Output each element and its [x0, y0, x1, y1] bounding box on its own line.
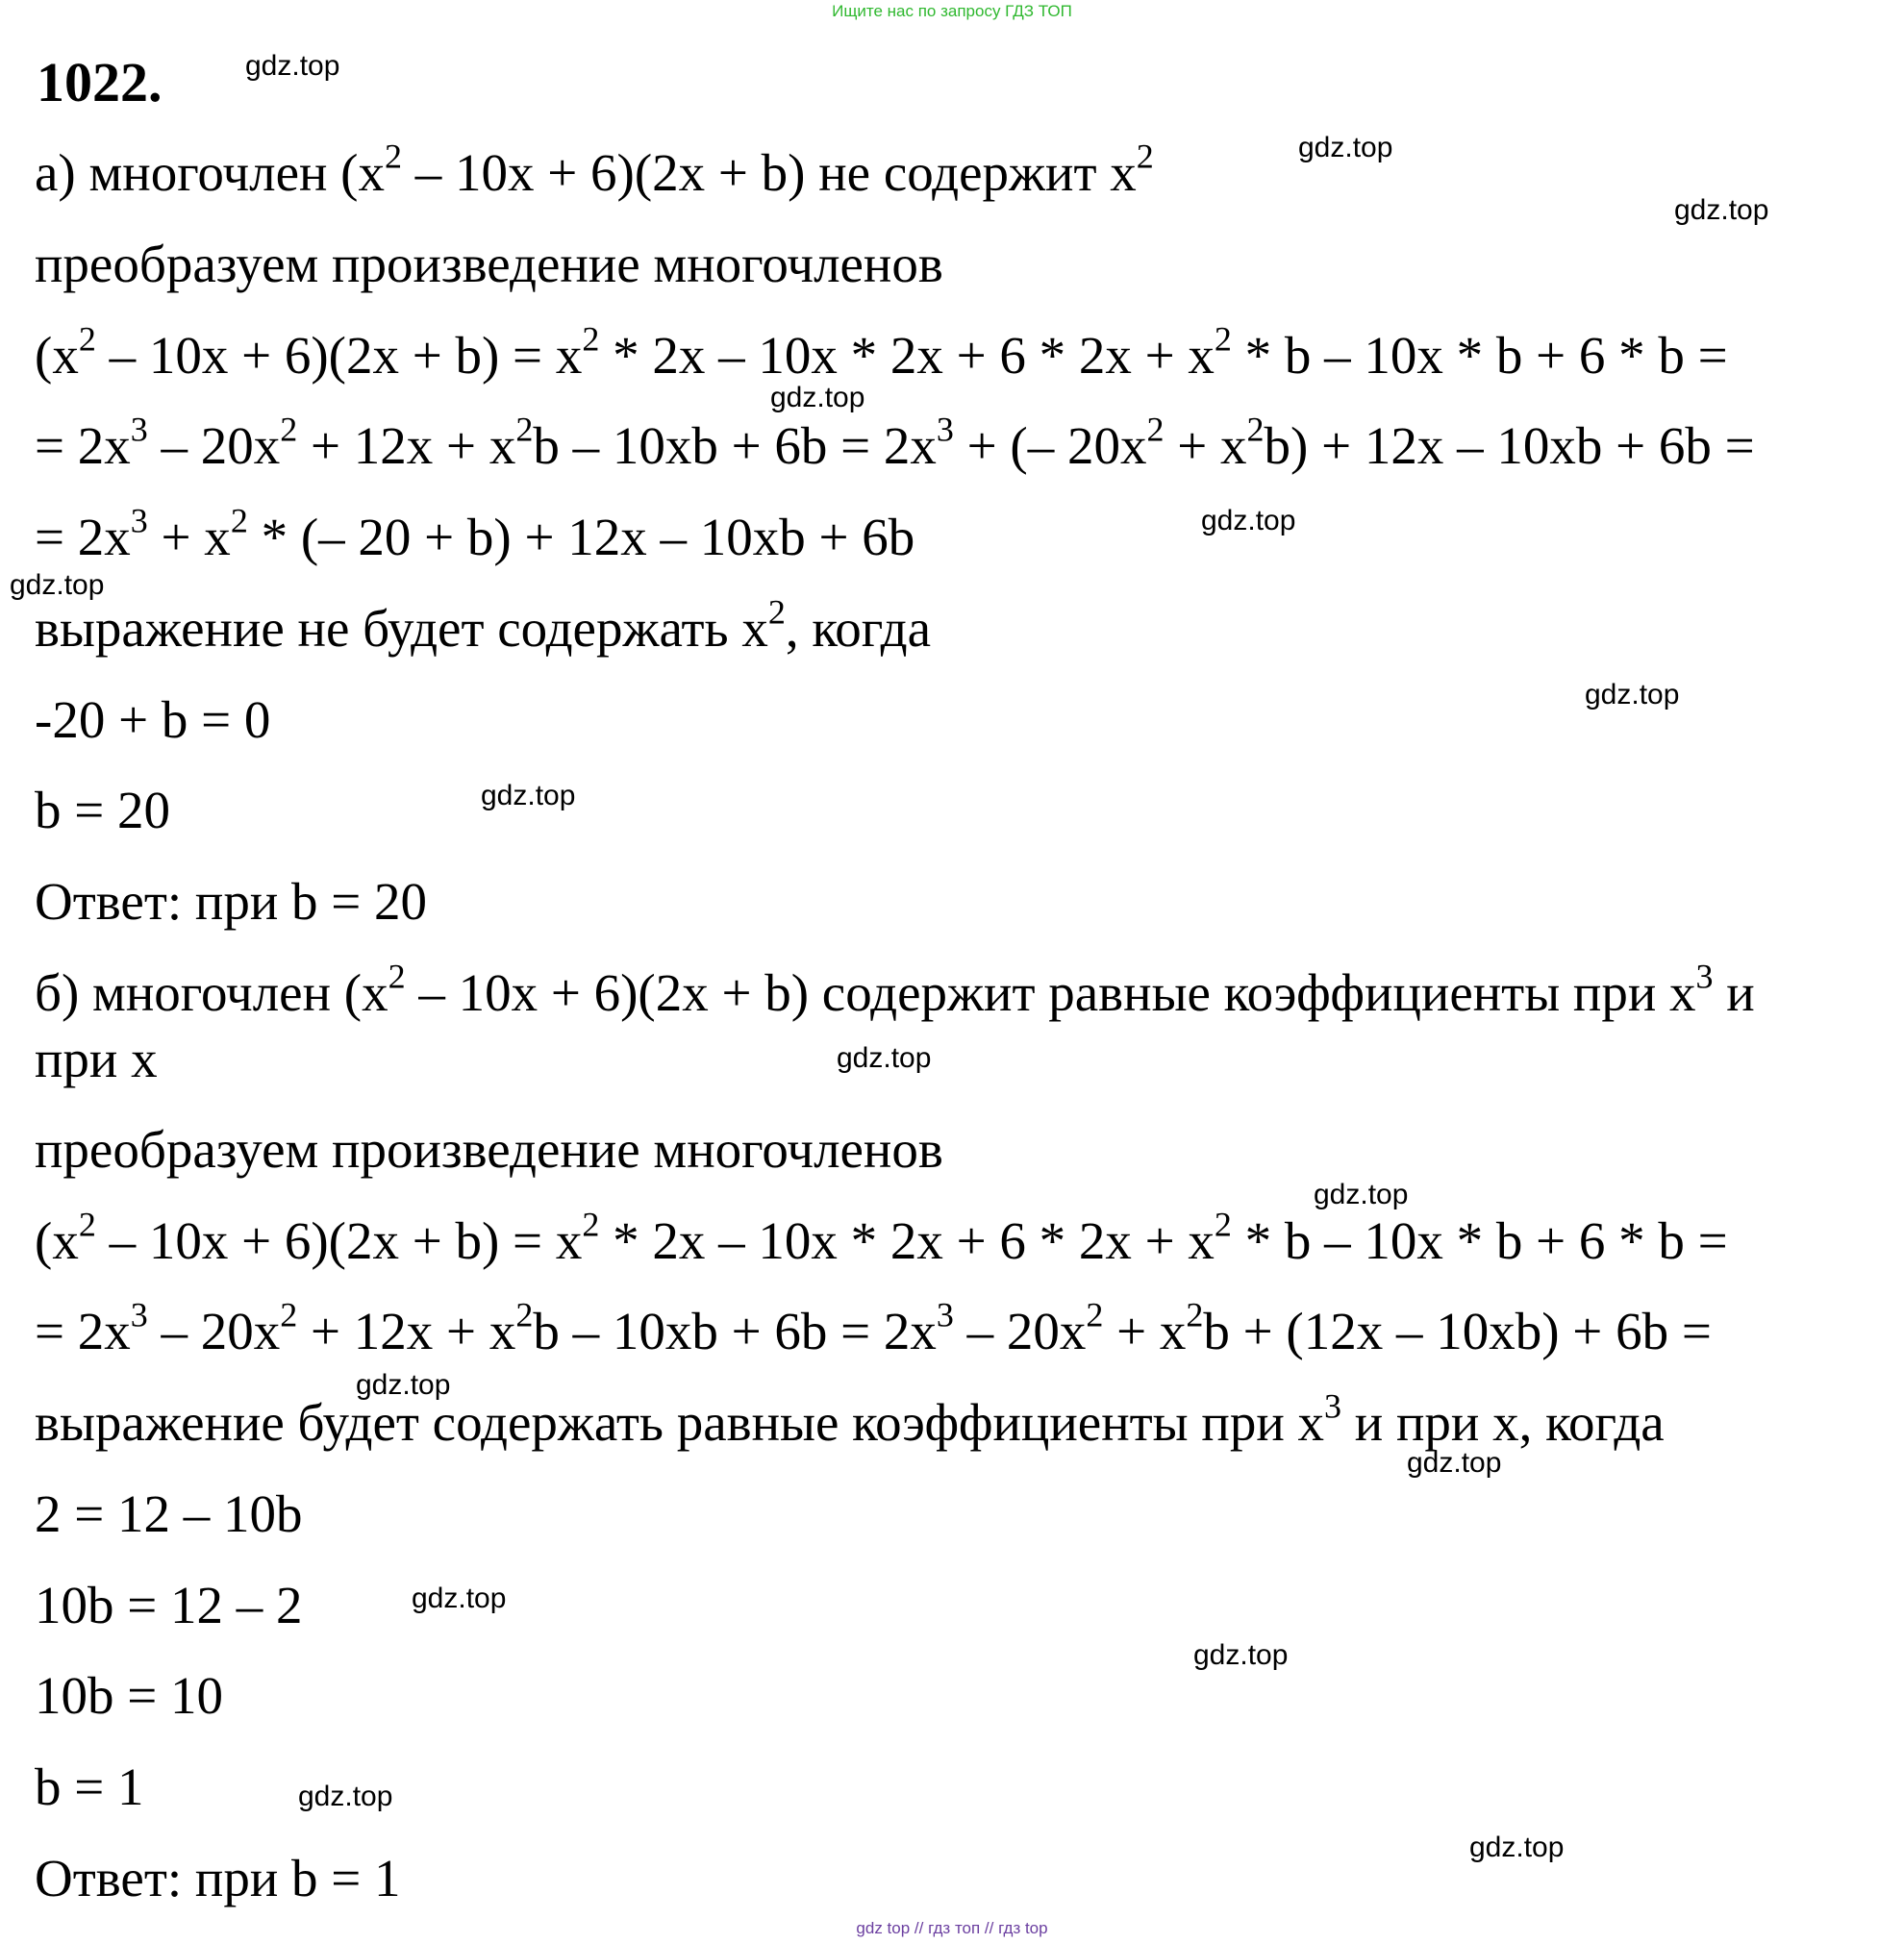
part-b-step-2: 10b = 10: [35, 1666, 224, 1725]
part-a-statement: а) многочлен $(x^2 - 10x + 6)(2x + b)$ не содержит $x^2$: [35, 137, 1154, 202]
part-b-statement-cont: при x: [35, 1030, 158, 1088]
watermark: gdz.top: [10, 569, 105, 601]
part-b-solution: b = 1: [35, 1757, 144, 1816]
part-b-answer: Ответ: при b = 1: [35, 1849, 401, 1907]
watermark: gdz.top: [298, 1781, 393, 1812]
part-a-condition: выражение не будет содержать $x^2$, когда: [35, 592, 931, 658]
part-a-expansion-line-1: $(x^2 - 10x + 6)(2x + b) = x^2 * 2x - 10x * 2x + 6 * 2x + x^2 * b - 10x * b + 6 * b$ =: [35, 319, 1728, 385]
part-b-condition: выражение будет содержать равные коэффициенты при $x^3$ и при x, когда: [35, 1386, 1665, 1452]
watermark: gdz.top: [412, 1583, 507, 1614]
part-a-step-transform: преобразуем произведение многочленов: [35, 235, 943, 293]
part-a-expansion-line-3: = $2x^3 + x^2$ * (– 20 + b) + 12x – 10xb + 6b: [35, 501, 915, 566]
part-a-answer: Ответ: при b = 20: [35, 872, 428, 931]
site-hint: Ищите нас по запросу ГДЗ ТОП: [832, 2, 1072, 20]
part-b-equation: 2 = 12 – 10b: [35, 1484, 303, 1543]
part-b-step-1: 10b = 12 – 2: [35, 1576, 303, 1634]
watermark: gdz.top: [1298, 132, 1393, 163]
part-b-expansion-line-1: $(x^2 - 10x + 6)(2x + b) = x^2 * 2x - 10x * 2x + 6 * 2x + x^2 * b - 10x * b + 6 * b$ =: [35, 1205, 1728, 1270]
watermark: gdz.top: [1469, 1832, 1565, 1863]
watermark: gdz.top: [1407, 1447, 1502, 1479]
footer-tags: gdz top // гдз топ // гдз top: [856, 1919, 1048, 1937]
watermark: gdz.top: [356, 1369, 451, 1401]
problem-number: 1022.: [37, 51, 163, 113]
watermark: gdz.top: [245, 50, 340, 82]
watermark: gdz.top: [770, 382, 865, 413]
watermark: gdz.top: [1314, 1179, 1409, 1210]
watermark: gdz.top: [1201, 505, 1296, 536]
part-b-statement: б) многочлен $(x^2 - 10x + 6)(2x + b)$ содержит равные коэффициенты при $x^3$ и: [35, 957, 1755, 1022]
watermark: gdz.top: [1585, 679, 1680, 710]
watermark: gdz.top: [1193, 1639, 1289, 1671]
part-a-equation: -20 + b = 0: [35, 690, 271, 749]
part-a-solution: b = 20: [35, 781, 171, 839]
part-b-step-transform: преобразуем произведение многочленов: [35, 1120, 943, 1179]
watermark: gdz.top: [481, 780, 576, 811]
watermark: gdz.top: [837, 1042, 932, 1074]
part-a-expansion-line-2: = $2x^3 - 20x^2 + 12x + x^2b - 10xb + 6b = 2x^3$ + (– $20x^2 + x^2b) + 12x - 10xb + 6b$ =: [35, 410, 1755, 475]
part-b-expansion-line-2: = $2x^3 - 20x^2 + 12x + x^2b - 10xb + 6b = 2x^3 - 20x^2 + x^2b + (12x - 10xb) + 6b$ =: [35, 1295, 1712, 1360]
watermark: gdz.top: [1674, 194, 1769, 226]
